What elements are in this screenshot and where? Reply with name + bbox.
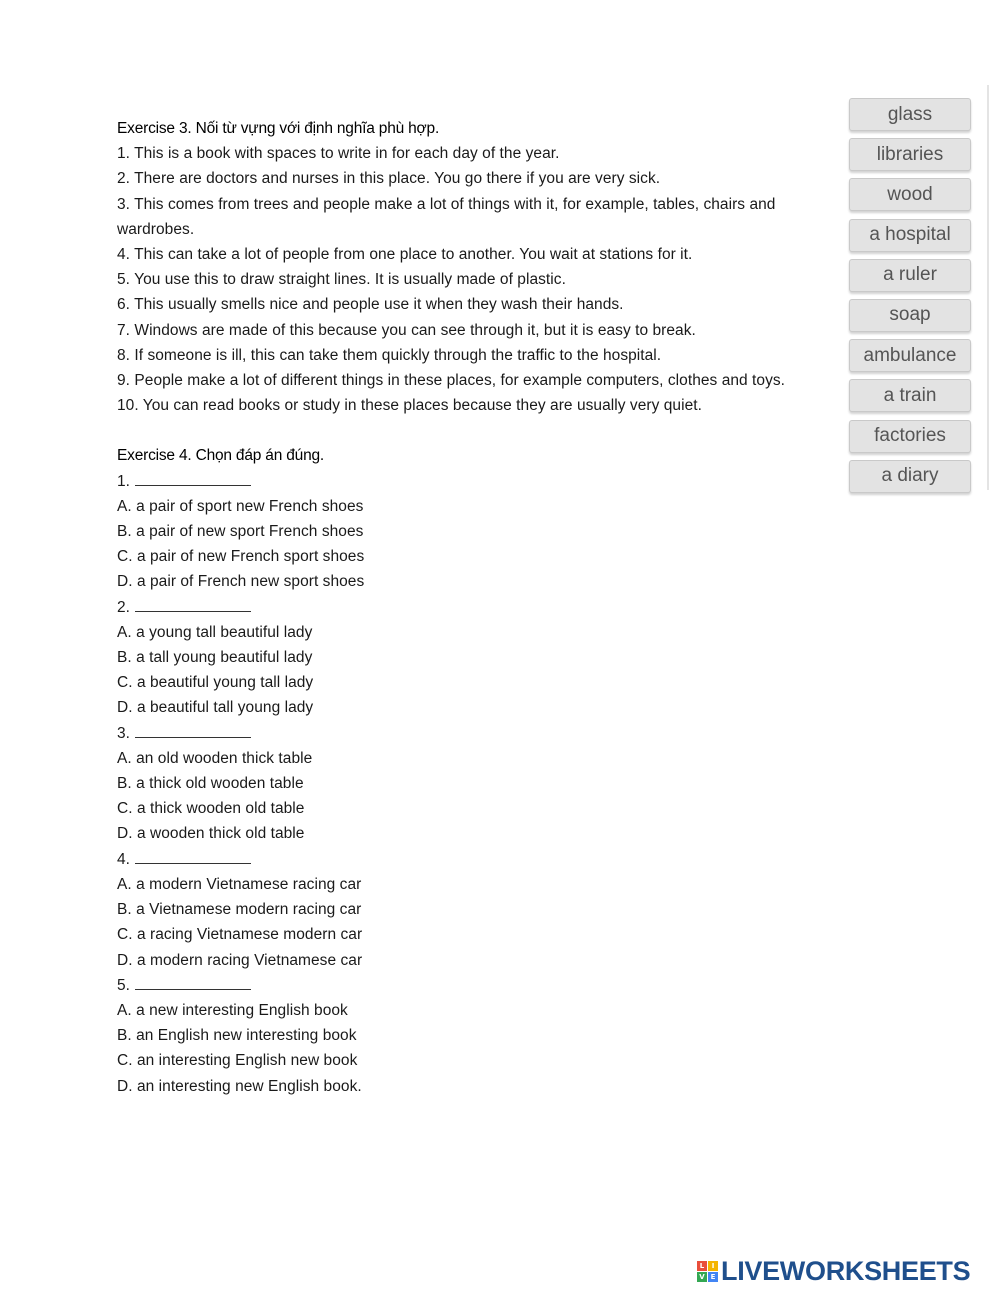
word-chip-ambulance[interactable]: ambulance [849, 339, 971, 372]
exercise-3-definitions [117, 141, 827, 418]
logo-text: LIVEWORKSHEETS [721, 1255, 971, 1286]
option-d: D. a pair of French new sport shoes [117, 573, 365, 591]
option-a: A. an old wooden thick table [117, 749, 313, 767]
exercise-3-title: Exercise 3. Nối từ vựng với định nghĩa phù hợp. [117, 120, 440, 137]
definition-8: 8. If someone is ill, this can take them quickly through the traffic to the hospital. [117, 346, 662, 364]
word-chip-a-hospital[interactable]: a hospital [849, 219, 971, 252]
answer-blank[interactable] [135, 722, 251, 738]
definition-1: 1. This is a book with spaces to write in for each day of the year. [117, 145, 560, 163]
question-5 [117, 973, 827, 1099]
option-d: D. a modern racing Vietnamese car [117, 951, 363, 969]
option-c: C. a pair of new French sport shoes [117, 548, 365, 566]
definition-3: 3. This comes from trees and people make a lot of things with it, for example, tables, chairs and wardrobes. [117, 195, 776, 238]
option-b: B. a thick old wooden table [117, 775, 304, 793]
question-number: 4. [117, 847, 827, 872]
definition-6: 6. This usually smells nice and people use it when they wash their hands. [117, 296, 624, 314]
word-chip-factories[interactable]: factories [849, 420, 971, 453]
exercise-4-title: Exercise 4. Chọn đáp án đúng. [117, 447, 325, 465]
question-3 [117, 721, 827, 847]
logo-mark-icon [697, 1261, 718, 1282]
option-c: C. a beautiful young tall lady [117, 674, 314, 692]
word-chip-wood[interactable]: wood [849, 178, 971, 211]
question-number: 1. [117, 469, 827, 494]
definition-4: 4. This can take a lot of people from one place to another. You wait at stations for it. [117, 246, 693, 264]
word-chip-a-diary[interactable]: a diary [849, 460, 971, 493]
option-d: D. a wooden thick old table [117, 825, 305, 843]
option-c: C. a thick wooden old table [117, 800, 305, 818]
option-a: A. a pair of sport new French shoes [117, 497, 364, 515]
logo-mark-cell: L [697, 1261, 707, 1271]
word-bank [849, 98, 971, 500]
option-b: B. a tall young beautiful lady [117, 649, 313, 667]
word-chip-soap[interactable]: soap [849, 299, 971, 332]
option-d: D. an interesting new English book. [117, 1077, 362, 1095]
option-b: B. an English new interesting book [117, 1027, 357, 1045]
answer-blank[interactable] [135, 848, 251, 864]
liveworksheets-logo [697, 1256, 970, 1286]
question-number: 5. [117, 973, 827, 998]
question-2 [117, 595, 827, 721]
word-chip-libraries[interactable]: libraries [849, 138, 971, 171]
word-chip-a-train[interactable]: a train [849, 379, 971, 412]
question-1 [117, 469, 827, 595]
option-d: D. a beautiful tall young lady [117, 699, 314, 717]
option-b: B. a Vietnamese modern racing car [117, 901, 362, 919]
definition-7: 7. Windows are made of this because you can see through it, but it is easy to break. [117, 321, 696, 339]
logo-mark-cell: V [697, 1272, 707, 1282]
logo-mark-cell: E [708, 1272, 718, 1282]
option-a: A. a young tall beautiful lady [117, 623, 313, 641]
answer-blank[interactable] [135, 596, 251, 612]
definition-5: 5. You use this to draw straight lines. It is usually made of plastic. [117, 271, 566, 289]
option-c: C. an interesting English new book [117, 1052, 358, 1070]
logo-mark-cell: I [708, 1261, 718, 1271]
worksheet-content [117, 116, 827, 1099]
definition-10: 10. You can read books or study in these places because they are usually very quiet. [117, 397, 702, 415]
word-chip-a-ruler[interactable]: a ruler [849, 259, 971, 292]
question-number: 3. [117, 721, 827, 746]
answer-blank[interactable] [135, 470, 251, 486]
answer-blank[interactable] [135, 974, 251, 990]
option-a: A. a new interesting English book [117, 1001, 348, 1019]
option-a: A. a modern Vietnamese racing car [117, 875, 362, 893]
question-number: 2. [117, 595, 827, 620]
definition-2: 2. There are doctors and nurses in this place. You go there if you are very sick. [117, 170, 661, 188]
question-4 [117, 847, 827, 973]
definition-9: 9. People make a lot of different things in these places, for example computers, clothes and toys. [117, 372, 786, 390]
word-chip-glass[interactable]: glass [849, 98, 971, 131]
option-c: C. a racing Vietnamese modern car [117, 926, 363, 944]
option-b: B. a pair of new sport French shoes [117, 523, 364, 541]
word-bank-divider [987, 85, 989, 490]
